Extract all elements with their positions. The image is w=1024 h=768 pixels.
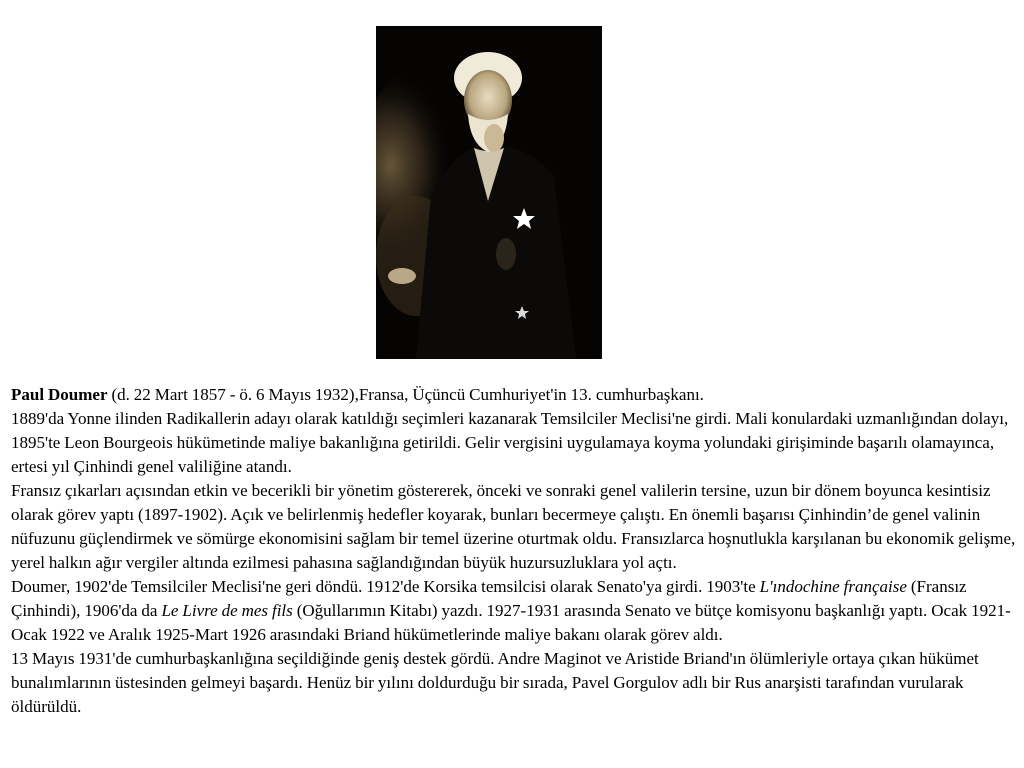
senate-text-e: (Oğullarımın Kitabı) yazdı. 1927-1931 arasında Senato ve bütçe komisyonu başkanlığı yaptı. Ocak 1921-Ocak 1922 ve Aralık 1925-Mart 1926 arasındaki Briand hükümetlerinde maliye bakanı olarak görev aldı. [11,601,1011,644]
book-title-livre: Le Livre de mes fils [161,601,293,620]
paragraph-presidency: 13 Mayıs 1931'de cumhurbaşkanlığına seçildiğinde geniş destek gördü. Andre Maginot ve Aristide Briand'ın ölümleriyle ortaya çıkan hükümet bunalımlarının üstesinden gelmeyi başardı. Henüz bir yılını doldurduğu bir sırada, Pavel Gorgulov adlı bir Rus anarşisti tarafından vurularak öldürüldü. [11,649,979,716]
senate-text-c: (Fransız Çinhindi), 1906'da da [11,577,967,620]
intro-paragraph [11,383,1017,407]
biography-text [11,383,1017,719]
intro-details: (d. 22 Mart 1857 - ö. 6 Mayıs 1932),Fransa, Üçüncü Cumhuriyet'in 13. cumhurbaşkanı. [107,385,704,404]
paragraph-indochina: Fransız çıkarları açısından etkin ve becerikli bir yönetim göstererek, önceki ve sonraki genel valilerin tersine, uzun bir dönem boyunca kesintisiz olarak görev yaptı (1897-1902). Açık ve belirlenmiş hedefler koyarak, bunları becermeye çalıştı. En önemli başarısı Çinhindin’de genel valinin nüfuzunu güçlendirmek ve sömürge ekonomisini sağlam bir temel üzerine oturtmak oldu. Fransızlarca hoşnutlukla karşılanan bu ekonomik gelişme, yerel halkın ağır vergiler altında ezilmesi pahasına sağlandığından büyük huzursuzluklara yol açtı. [11,481,1016,572]
senate-text-a: Doumer, 1902'de Temsilciler Meclisi'ne geri döndü. 1912'de Korsika temsilcisi olarak Senato'ya girdi. 1903'te [11,577,760,596]
person-name: Paul Doumer [11,385,108,404]
portrait-photo [376,26,602,359]
book-title-indochine: L'ındochine française [759,577,907,596]
paragraph-early-career: 1889'da Yonne ilinden Radikallerin adayı olarak katıldığı seçimleri kazanarak Temsilciler Meclisi'ne girdi. Mali konulardaki uzmanlığından dolayı, 1895'te Leon Bourgeois hükümetinde maliye bakanlığına getirildi. Gelir vergisini uygulamaya koyma yolundaki girişiminde başarılı olamayınca, ertesi yıl Çinhindi genel valiliğine atandı. [11,409,1009,476]
paragraph-senate [11,575,1017,647]
portrait-image [376,26,602,359]
